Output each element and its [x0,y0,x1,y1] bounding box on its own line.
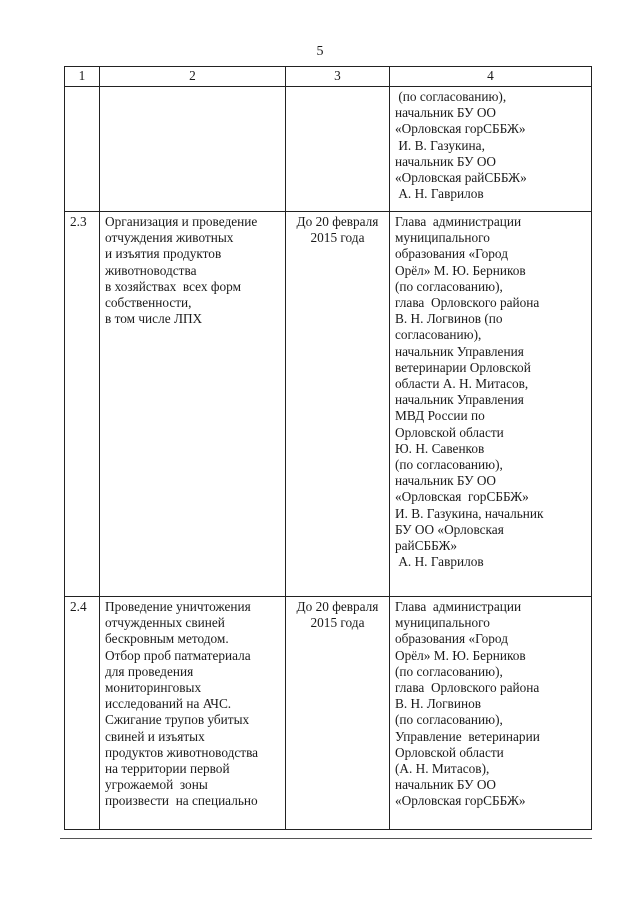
header-cell-4: 4 [390,67,592,87]
cell-text-line: (по согласованию), [395,663,503,679]
cell-text-line: Глава администрации [395,214,522,229]
table-row [65,597,592,830]
cell-text-line: исследований на АЧС. [105,696,232,712]
cell-text-line: МВД России по [395,408,485,424]
cell-text-line: Орловской области [395,424,504,440]
cell-text-line: «Орловская райСББЖ» [395,170,527,186]
cell-text-line: образования «Город [395,631,508,647]
cell-text-line: на территории первой [105,761,230,777]
cell-text-line: области А. Н. Митасов, [395,376,529,392]
deadline-cell [286,212,390,597]
cell-text-line: Организация и проведение [105,214,258,229]
cell-text-line: свиней и изъятых [105,728,205,744]
cell-text-line: начальник БУ ОО [395,153,497,169]
cell-text-line: образования «Город [395,246,508,262]
cell-text-line: (по согласованию), [395,89,507,104]
cell-text-line: А. Н. Гаврилов [395,554,484,570]
cell-text-line: (А. Н. Митасов), [395,761,490,777]
cell-text-line: бескровным методом. [105,631,229,647]
responsible-cell [390,212,592,597]
row-number-cell: 2.3 [65,212,100,597]
cell-text-line: начальник БУ ОО [395,473,497,489]
action-cell [100,212,286,597]
cell-text-line: муниципального [395,230,490,246]
cell-text-line: Отбор проб патматериала [105,647,251,663]
row-number-cell [65,87,100,212]
cell-text-line: в том числе ЛПХ [105,311,203,327]
cell-text-line: начальник Управления [395,343,524,359]
cell-text-line: (по согласованию), [395,712,503,728]
table-row [65,212,592,597]
cell-text-line: в хозяйствах всех форм [105,278,241,294]
header-cell-1: 1 [65,67,100,87]
cell-text-line: начальник БУ ОО [395,777,497,793]
cell-text-line: Глава администрации [395,599,522,614]
cell-text-line: «Орловская горСББЖ» [395,793,526,809]
cell-text-line: глава Орловского района [395,295,540,311]
cell-text-line: В. Н. Логвинов (по [395,311,503,327]
cell-text-line: произвести на специально [105,793,258,809]
cell-text-line: отчужденных свиней [105,615,225,631]
cell-text-line: До 20 февраля [296,214,379,229]
cell-text-line: И. В. Газукина, начальник [395,505,544,521]
header-cell-3: 3 [286,67,390,87]
cell-text-line: Орёл» М. Ю. Берников [395,262,526,278]
deadline-cell [286,597,390,830]
cell-text-line: 2015 года [310,230,365,246]
cell-text-line: отчуждения животных [105,230,234,246]
page-number: 5 [316,44,324,59]
cell-text-line: А. Н. Гаврилов [395,186,484,202]
cell-text-line: для проведения [105,663,194,679]
cell-text-line: (по согласованию), [395,457,503,473]
deadline-cell [286,87,390,212]
cell-text-line: начальник Управления [395,392,524,408]
cell-text-line: согласованию), [395,327,482,343]
cell-text-line: Проведение уничтожения [105,599,251,614]
cell-text-line: собственности, [105,295,192,311]
responsible-cell [390,87,592,212]
cell-text-line: Ю. Н. Савенков [395,440,485,456]
cell-text-line: 2015 года [310,615,365,631]
cell-text-line: животноводства [105,262,197,278]
cell-text-line: райСББЖ» [395,538,458,554]
table-header-row [65,67,592,87]
bottom-divider [60,838,592,839]
cell-text-line: угрожаемой зоны [105,777,208,793]
measures-table [64,66,592,830]
cell-text-line: «Орловская горСББЖ» [395,489,529,505]
cell-text-line: и изъятия продуктов [105,246,222,262]
cell-text-line: «Орловская горСББЖ» [395,121,526,137]
cell-text-line: Сжигание трупов убитых [105,712,250,728]
cell-text-line: муниципального [395,615,490,631]
cell-text-line: глава Орловского района [395,680,540,696]
cell-text-line: (по согласованию), [395,278,503,294]
cell-text-line: ветеринарии Орловской [395,359,531,375]
cell-text-line: мониторинговых [105,680,202,696]
row-number-cell: 2.4 [65,597,100,830]
action-cell [100,597,286,830]
cell-text-line: начальник БУ ОО [395,105,497,121]
cell-text-line: продуктов животноводства [105,744,259,760]
cell-text-line: В. Н. Логвинов [395,696,481,712]
cell-text-line: И. В. Газукина, [395,137,485,153]
header-cell-2: 2 [100,67,286,87]
cell-text-line: Орловской области [395,744,504,760]
action-cell [100,87,286,212]
cell-text-line: До 20 февраля [296,599,379,614]
cell-text-line: Орёл» М. Ю. Берников [395,647,526,663]
cell-text-line: БУ ОО «Орловская [395,521,504,537]
cell-text-line: Управление ветеринарии [395,728,540,744]
responsible-cell [390,597,592,830]
table-row [65,87,592,212]
